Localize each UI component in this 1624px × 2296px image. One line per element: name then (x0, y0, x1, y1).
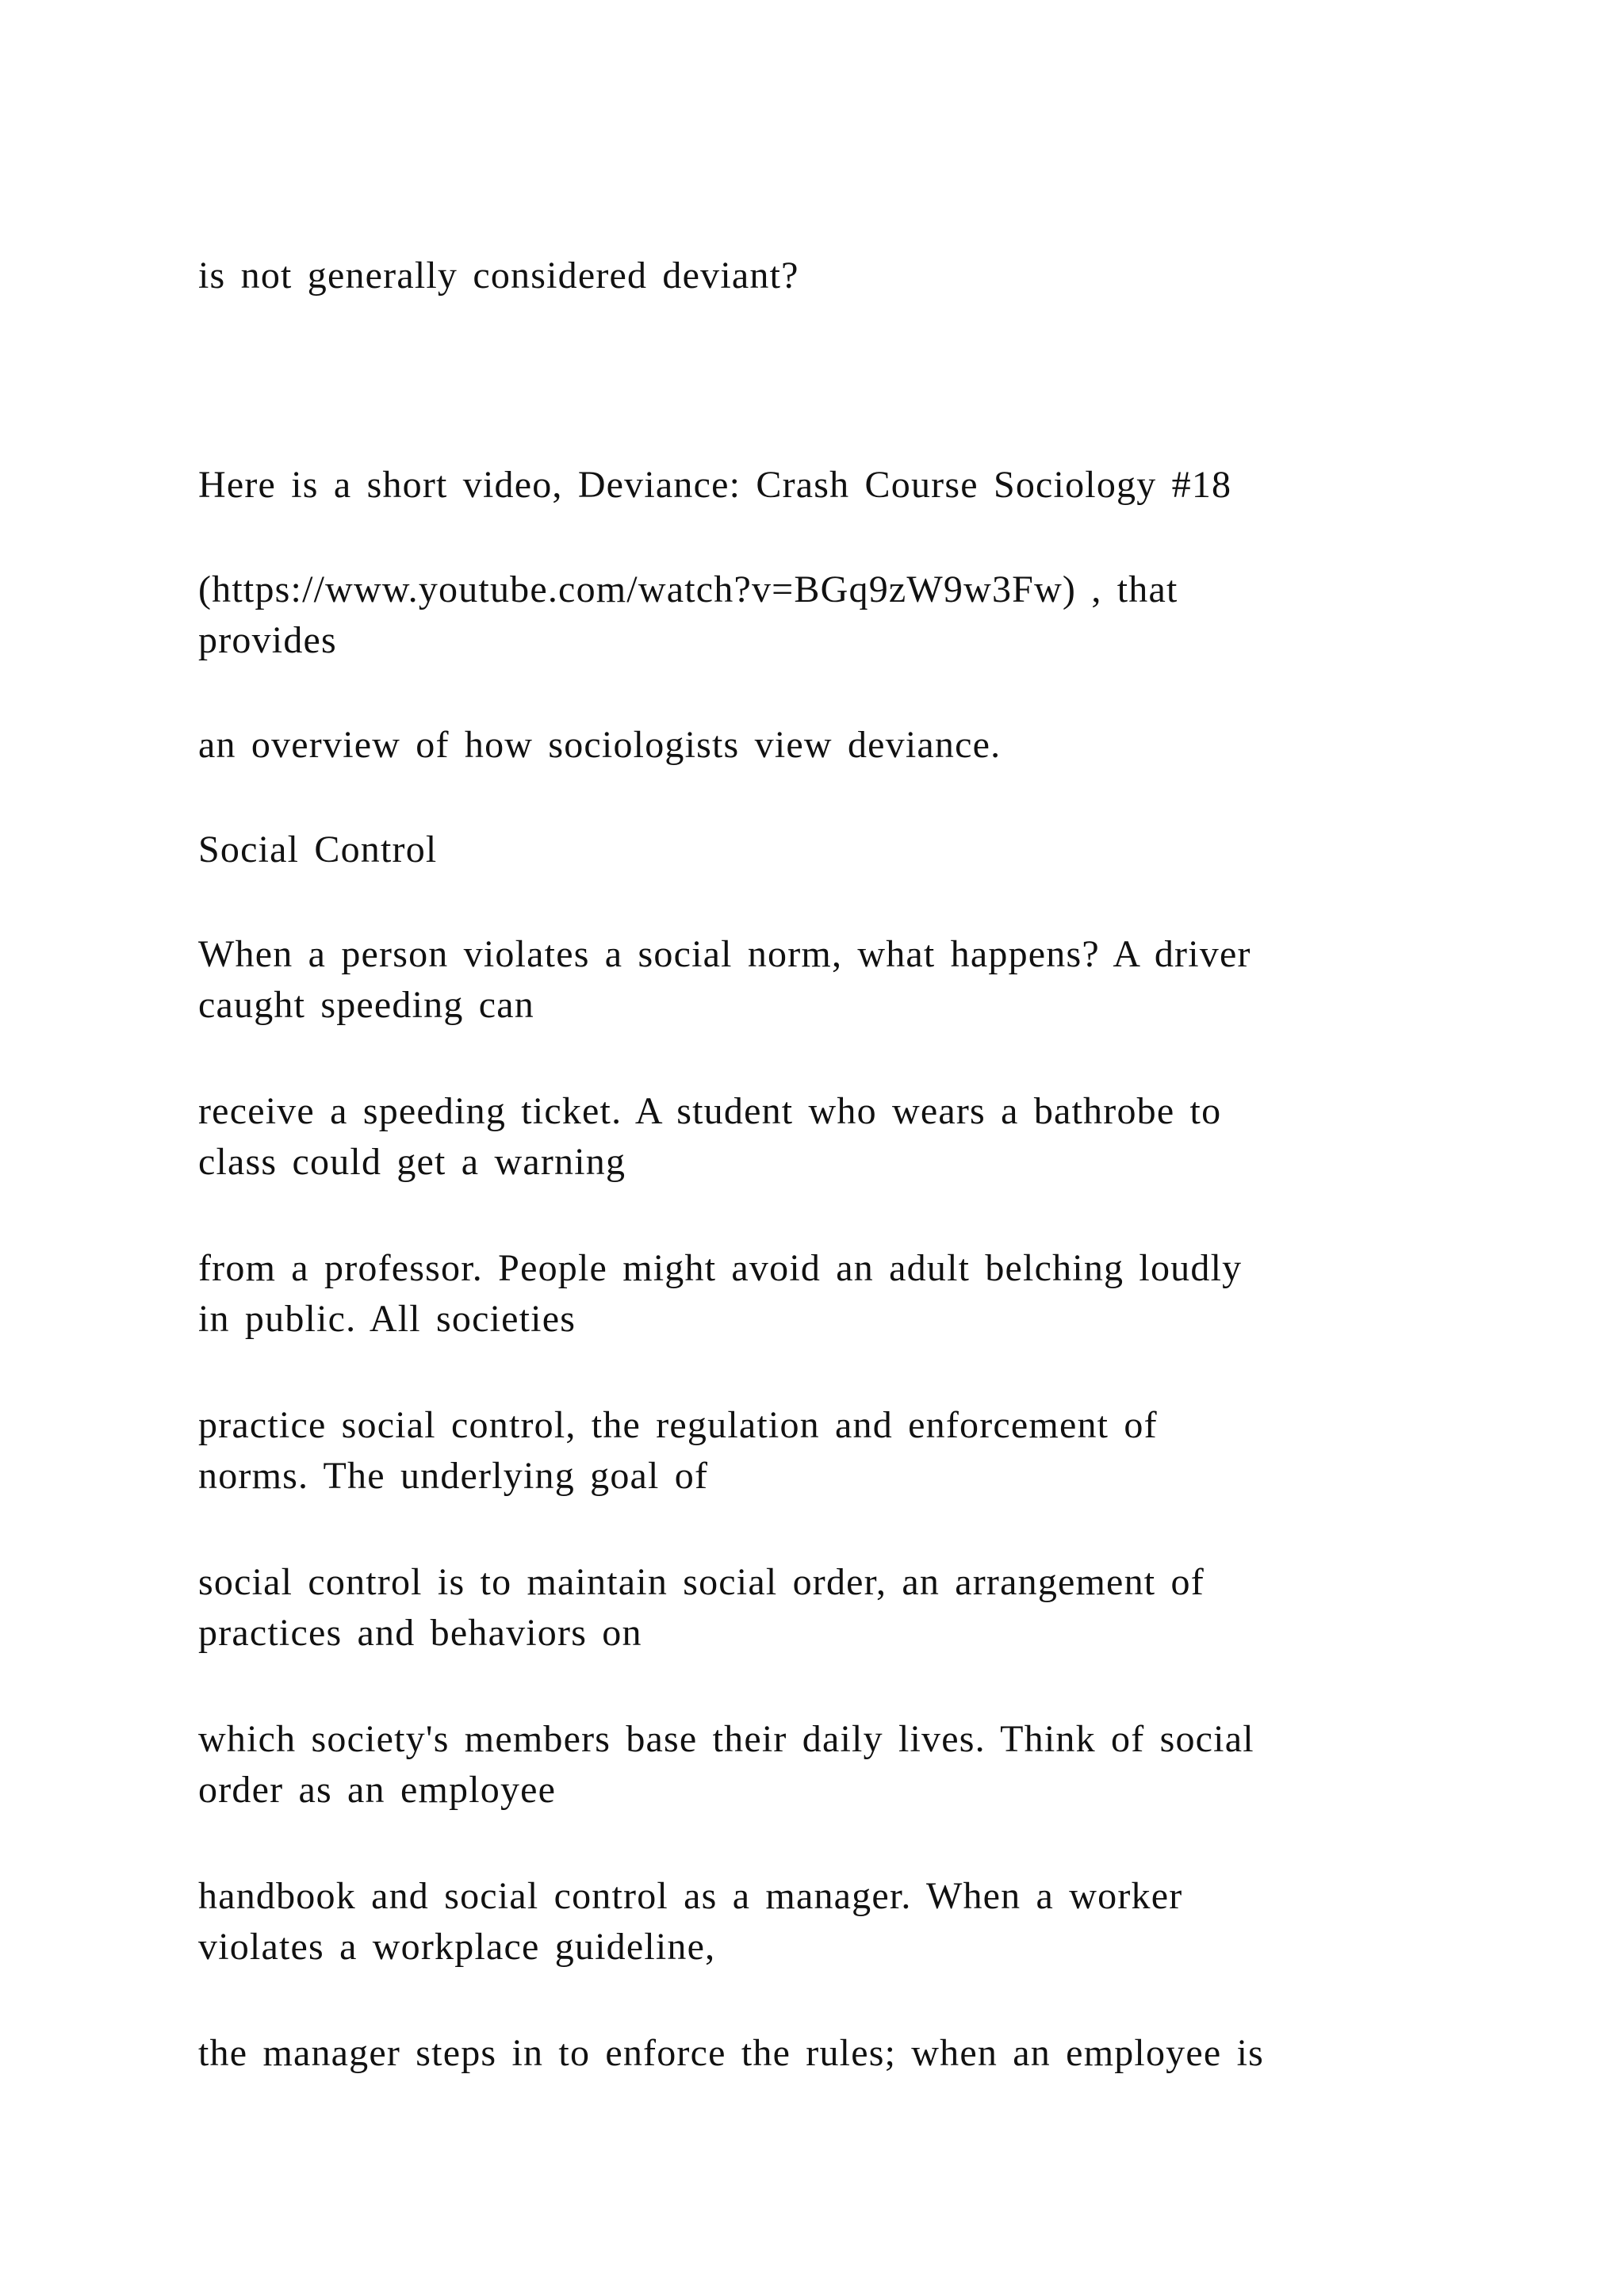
text-line: which society's members base their daily lives. Think of social (198, 1718, 1254, 1760)
text-line: an overview of how sociologists view deviance. (198, 724, 1002, 766)
text-line: receive a speeding ticket. A student who wears a bathrobe to (198, 1090, 1222, 1132)
text-line: Here is a short video, Deviance: Crash Course Sociology #18 (198, 464, 1232, 506)
text-line: practices and behaviors on (198, 1612, 642, 1654)
text-line: class could get a warning (198, 1141, 626, 1183)
text-line: violates a workplace guideline, (198, 1926, 716, 1968)
text-line: from a professor. People might avoid an adult belching loudly (198, 1247, 1243, 1289)
text-line: handbook and social control as a manager. When a worker (198, 1875, 1183, 1917)
text-line: is not generally considered deviant? (198, 254, 799, 297)
text-line: norms. The underlying goal of (198, 1455, 709, 1497)
text-line: practice social control, the regulation and enforcement of (198, 1404, 1158, 1446)
text-line: social control is to maintain social order, an arrangement of (198, 1561, 1205, 1603)
text-line: caught speeding can (198, 984, 534, 1026)
text-line: order as an employee (198, 1769, 557, 1811)
text-line: provides (198, 619, 337, 661)
text-line: When a person violates a social norm, what happens? A driver (198, 933, 1251, 975)
text-line: (https://www.youtube.com/watch?v=BGq9zW9w3Fw) , that (198, 568, 1178, 610)
section-heading: Social Control (198, 828, 438, 871)
text-line: the manager steps in to enforce the rules; when an employee is (198, 2032, 1264, 2074)
text-line: in public. All societies (198, 1298, 576, 1340)
